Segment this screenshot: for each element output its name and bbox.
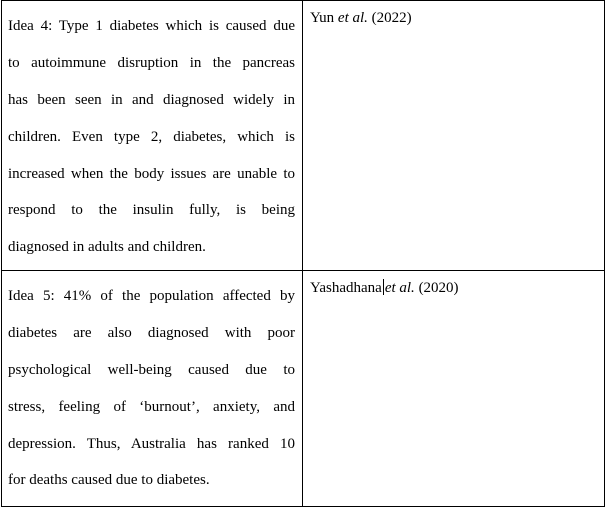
reference-cell[interactable] [303, 1, 605, 271]
table-row [2, 271, 605, 507]
text-line: psychological well-being caused due to [8, 361, 295, 378]
reference-etal: et al. [384, 280, 415, 296]
reference-etal: et al. [337, 10, 368, 26]
idea-cell[interactable] [2, 271, 303, 507]
idea-5-text [2, 271, 302, 499]
text-line: children. Even type 2, diabetes, which is [8, 128, 295, 145]
reference-citation [303, 1, 604, 28]
text-line: depression. Thus, Australia has ranked 10 [8, 435, 295, 452]
text-line: Idea 4: Type 1 diabetes which is caused due [8, 18, 295, 34]
text-line: respond to the insulin fully, is being [8, 202, 295, 219]
reference-year: (2020) [418, 280, 459, 296]
text-line: diagnosed in adults and children. [8, 239, 206, 256]
text-line: to autoimmune disruption in the pancreas [8, 54, 295, 71]
text-line: has been seen in and diagnosed widely in [8, 91, 295, 108]
text-line: Idea 5: 41% of the population affected by [8, 288, 295, 304]
table-row [2, 1, 605, 271]
reference-cell[interactable] [303, 271, 605, 507]
reference-author: Yun [310, 10, 335, 26]
idea-cell[interactable] [2, 1, 303, 271]
reference-year: (2022) [371, 10, 412, 26]
text-cursor [383, 279, 384, 295]
idea-4-text [2, 1, 302, 266]
text-line: diabetes are also diagnosed with poor [8, 324, 295, 341]
text-line: increased when the body issues are unable to [8, 165, 295, 182]
text-line: stress, feeling of ‘burnout’, anxiety, and [8, 398, 295, 415]
text-line: for deaths caused due to diabetes. [8, 472, 210, 489]
ideas-reference-table [1, 0, 605, 507]
reference-author: Yashadhana [310, 280, 382, 296]
reference-citation [303, 271, 604, 298]
